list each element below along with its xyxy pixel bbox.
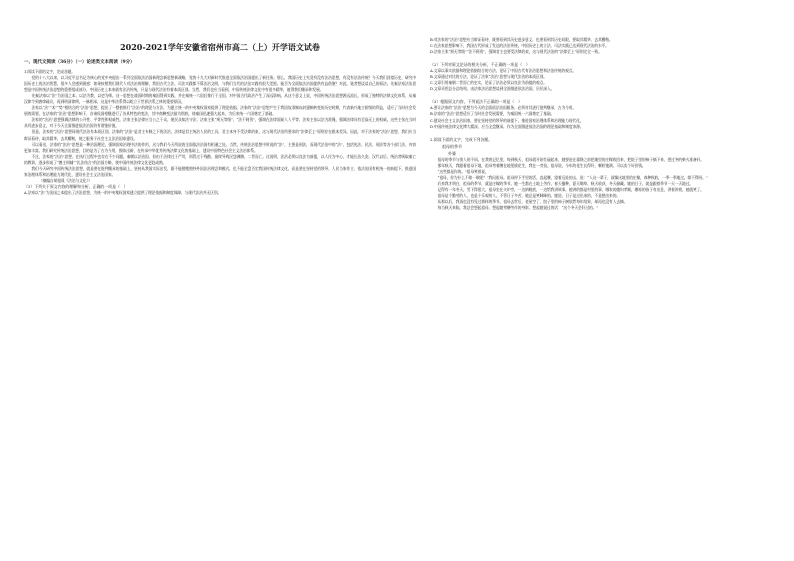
passage-paragraph: 党的十八大以来，以习近平总书记为核心的党中央提出一系列全面依法治国新理念新思想新战略，党的十九大对新时代推进全面依法治国提出了新任务。那么，我国历史上究竟有没有法治思想，有没有法治传统？今天我们回望历史，研究中国历史上的法治智慧，很多人会感到困惑：如果按照我们现代人对法治的理解，我国古代立法、司法实践都不算法治文明，与我们当代的法治实践有很大差距。能否为全面依法治国提供有益借鉴？对此，笔者想谈谈自己的看法。先秦法家法治思想是中国传统法治思想的重要组成部分，中国历史上本来就有法治传统，只是与现代法治有着本质区别。当然，我们也应当看到，中国传统法律文化中有很多精华，值得我们继承和发展。: [24, 76, 416, 93]
question-2-option-c: C.文章引用秦朝二世而亡的史实，论证了法治必须以良法为前提的观点。: [430, 81, 547, 86]
question-2-option-a: A.文章以事实依据和理论依据结合的方法，论证了中国古代有法治思想和法治传统的观点。: [430, 69, 577, 74]
exam-title: 2020-2021学年安徽省宿州市高二（上）开学语文试卷: [120, 42, 320, 52]
right-column: [430, 0, 792, 211]
question-1-option-c: C.在法家思想影响下，我国古代形成了发达的法治传统，中国历史上的立法、司法实践已达到现代法治的水平。: [430, 44, 609, 49]
left-column: [24, 0, 416, 196]
story-paragraph: “这些都是你的。”祖母笑着说。: [437, 169, 489, 174]
story-paragraph: 后来我才明白，祖母的季节，就是庄稼的季节。她一生都在土地上劳作，春天播种，夏天锄草，秋天收获，冬天储藏。她的日子，就是跟着季节一天一天地过。: [437, 181, 694, 186]
question-1-option-a: A.法家以“法”为治国之本提出了法治思想，为统一的中央集权国家建立提供了理论依据和制度保障，与现代法治并无区别。: [24, 190, 222, 195]
story-paragraph: 记得有一年冬天，雪下得很大，祖母坐在火炉旁，一边纳鞋底，一边给我讲故事。她讲的都是村里的事，哪家的媳妇孝顺，哪家的孩子有出息，讲着讲着，她就笑了。: [437, 187, 704, 192]
question-1-option-b: B.对法家的“法治”思想应当辩证看待，既要看到其历史进步意义，也要看到其历史局限，要取其精华、去其糟粕。: [430, 38, 613, 42]
story-title: 祖母的季节: [442, 143, 462, 149]
question-2-option-b: B.文章通过对比的方法，论证了法家“法治”思想与现代法治的本质区别。: [430, 75, 547, 80]
question-3-stem: （3）根据原文内容，下列说法不正确的一项是（ ）: [430, 99, 522, 105]
passage-paragraph: 先秦法家以“法”为治国之本，以法为教，以吏为师。这一思想在战国时期的秦国得到实践，并在秦统一六国后推行于全国，对中国古代政治产生了深远影响。从这个意义上说，中国传统法治思想源远流长，形成了独特的法律文化体系，从秦汉律令到唐律疏议，再到明清律例，一脉相承，这是中华法系得以屹立于世界法系之林的重要原因。: [24, 94, 416, 105]
story-paragraph: 那年秋天，我跟着祖母下地，祖母弯着腰在地里拔花生，我在一旁捡。祖母说，今年的花生长得好，颗粒饱满，可以卖个好价钱。: [437, 163, 646, 168]
passage-paragraph: 不过，法家的“法治”思想，在执行过程中也存在不少问题。秦朝以法治国，但由于法律过于严苛，刑罚过于残酷，最终导致民怨沸腾，二世而亡。这说明，法治必须以良法为前提，以人民为中心，才能长治久安。汉代以后，统治者吸取秦亡的教训，逐步形成了“德主刑辅”“礼法结合”的治国方略，使中国传统法律文化更趋成熟。: [24, 154, 416, 165]
passage-paragraph: 可以看出，法家的“法治”思想是一种治国理论，强调国家治理中法的作用，这与我们今天所说的全面依法治国有相通之处。当然，传统法治思想中所说的“法”，主要是刑法，而现代法治中的“法”，包括宪法、民法、刑法等各个部门法，内容更加丰富。我们研究传统法治思想，目的是为了古为今用，推陈出新，在传承中华优秀传统法律文化的基础上，建设中国特色社会主义法治体系。: [24, 142, 416, 153]
question-3-option-c: C.建设社会主义法治国家，要在坚持党的领导的前提下，推进国家治理体系和治理能力现代化。: [430, 118, 584, 123]
passage-source: （摘编自胡旭晟《法治与文化》）: [39, 178, 92, 183]
story-paragraph: 祖母是个勤劳的人，也是个乐观的人。不管日子多苦，她总是笑眯眯的。她说，日子是过出来的，不是愁出来的。: [437, 193, 621, 198]
passage-paragraph: 法家以“法”“术”“势”相结合的“法治”思想，提出了一整套推行“法治”的理论与方法，为建立统一的中央集权国家提供了理论依据。法家的“法治”思想产生于我国奴隶制向封建制转变的历史时期，代表新兴地主阶级的利益，适应了当时社会发展的需要。在法家的“法治”思想影响下，各诸侯国相继进行了各具特色的变法，其中商鞅变法最为彻底，使秦国迅速强大起来，为后来统一六国奠定了基础。: [24, 106, 416, 117]
story-paragraph: “祖母，你为什么不歇一歇呢？”我问祖母。祖母停下手里的活，直起腰，望着远处的山，说：“人这一辈子，就像这地里的庄稼，春种秋收，一季一季地过。歇不得呀。”: [437, 175, 708, 180]
question-2-option-d: D.文章采用总分总结构，由法家法治思想谈到全面推进依法治国，层层深入。: [430, 87, 555, 92]
question-2-stem: （2）下列对原文论证的相关分析，不正确的一项是（ ）: [430, 62, 530, 68]
section-heading-reading: 一、现代文阅读（36分）（一）论述类文本阅读（9分）: [24, 60, 135, 65]
story-paragraph: 每当秋天来临，我总会想起祖母，想起她弯腰劳作的身影，想起她说过的话：“这个冬天会好过的。”: [437, 206, 599, 211]
story-paragraph: 从那以后，我再也没有见过那样的季节。祖母去世后，老屋空了，院子里的柿子树依然每年结果，却再也没有人去摘。: [437, 199, 628, 204]
section-heading-story: 2.阅读下面的文字，完成下列各题。: [430, 136, 493, 142]
question-1-option-d: D.法家主张“刑无等级”“法不阿贵”，强调君主也要受法律约束，这与现代法治的“法律至上”原则完全一致。: [430, 50, 602, 55]
story-paragraph: 祖母的季节与别人的不同。在我的记忆里，每到秋天，祖母就开始忙碌起来，她要赶在霜降之前把地里的庄稼收回来，把院子里的柿子摘下来，把过冬的柴火准备好。: [437, 157, 704, 162]
question-1-stem: （1）下列关于原文内容的理解和分析，正确的一项是（ ）: [24, 183, 128, 189]
passage-paragraph: 我们今天研究中国传统法治思想，就是要在批判继承的基础上，坚持从我国实际出发，既不能照搬照抄外国法治理念和模式，也不能全盘否定我国传统法律文化，而是要在坚持党的领导、人民当家作主、依法治国有机统一的前提下，推进国家治理体系和治理能力现代化，建设社会主义法治国家。: [24, 166, 416, 177]
passage-paragraph: 法家的“法治”思想强调法律的公开性、平等性和权威性。法家主张法律应当公之于众，使民众知法守法；法家主张“刑无等级”，“法不阿贵”，强调在法律面前人人平等；法家主张以法为准绳，强调法律具有至高无上的权威。这些主张在当时具有进步意义，对于今天全面推进依法治国仍有借鉴价值。: [24, 118, 416, 129]
passage-paragraph: 但是，法家的“法治”思想同现代法治有本质区别。法家的“法治”是君主专制之下的法治，法律是君主统治人民的工具，君主本身不受法律约束，这与现代法治所要求的“法律至上”原则存在根本差异。因此，对于法家的“法治”思想，我们应当辩证看待，取其精华，去其糟粕，使之服务于社会主义法治国家建设。: [24, 130, 416, 141]
question-3-option-b: B.法家的“法治”思想适应了当时社会发展需要，为秦国统一六国奠定了基础。: [430, 112, 555, 117]
question-3-option-d: D.中国传统法律文化博大精深，应当全盘继承，作为全面推进依法治国的理论基础和制度来源。: [430, 124, 584, 129]
story-author: 外婆: [448, 150, 456, 156]
question-3-option-a: A.要让法家的“法治”思想为今天的全面依法治国服务，必须对其进行批判继承，古为今用。: [430, 106, 577, 111]
question-intro: 1.阅读下面的文字，完成各题。: [24, 70, 75, 74]
